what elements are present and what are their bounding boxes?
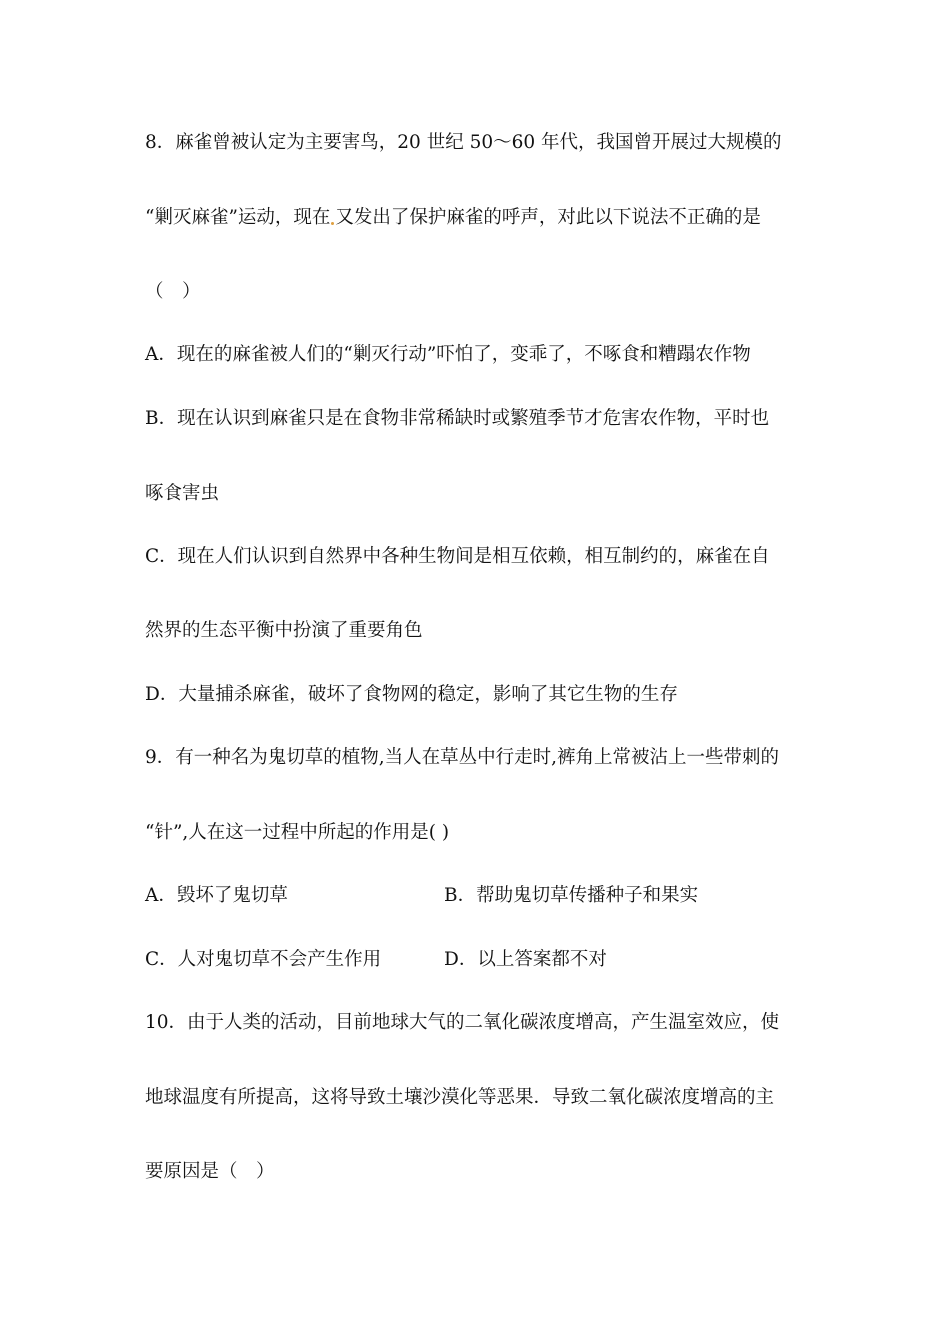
q8-option-b-line-2: 啄食害虫 xyxy=(145,483,220,504)
q9-option-d: D．以上答案都不对 xyxy=(444,949,607,970)
q9-option-b: B．帮助鬼切草传播种子和果实 xyxy=(444,885,699,906)
q9-stem-line-2: “针”,人在这一过程中所起的作用是( ) xyxy=(145,822,450,843)
q9-option-a: A．毁坏了鬼切草 xyxy=(145,885,288,906)
q9-stem-line-1: 9．有一种名为鬼切草的植物,当人在草丛中行走时,裤角上常被沾上一些带刺的 xyxy=(145,747,780,768)
q9-option-c: C．人对鬼切草不会产生作用 xyxy=(145,949,382,970)
q8-stem-line-2b: 又发出了保护麻雀的呼声，对此以下说法不正确的是 xyxy=(335,207,761,228)
q8-option-a: A．现在的麻雀被人们的“剿灭行动”吓怕了，变乖了，不啄食和糟蹋农作物 xyxy=(145,344,751,365)
ink-dot-mark xyxy=(331,222,334,225)
q8-option-c-line-1: C．现在人们认识到自然界中各种生物间是相互依赖，相互制约的，麻雀在自 xyxy=(145,546,770,567)
q10-stem-line-1: 10．由于人类的活动，目前地球大气的二氧化碳浓度增高，产生温室效应，使 xyxy=(145,1012,780,1033)
q8-option-d: D．大量捕杀麻雀，破坏了食物网的稳定，影响了其它生物的生存 xyxy=(145,684,678,705)
q10-stem-line-3: 要原因是（ ） xyxy=(145,1161,275,1182)
q8-answer-paren: （ ） xyxy=(145,281,201,302)
q10-stem-line-2: 地球温度有所提高，这将导致土壤沙漠化等恶果．导致二氧化碳浓度增高的主 xyxy=(145,1087,775,1108)
q8-option-b-line-1: B．现在认识到麻雀只是在食物非常稀缺时或繁殖季节才危害农作物，平时也 xyxy=(145,408,770,429)
q8-stem-line-2 xyxy=(145,209,761,228)
q8-stem-line-1: 8．麻雀曾被认定为主要害鸟，20 世纪 50～60 年代，我国曾开展过大规模的 xyxy=(145,132,782,153)
q8-stem-line-2a: “剿灭麻雀”运动，现在 xyxy=(145,207,331,228)
q8-option-c-line-2: 然界的生态平衡中扮演了重要角色 xyxy=(145,620,423,641)
